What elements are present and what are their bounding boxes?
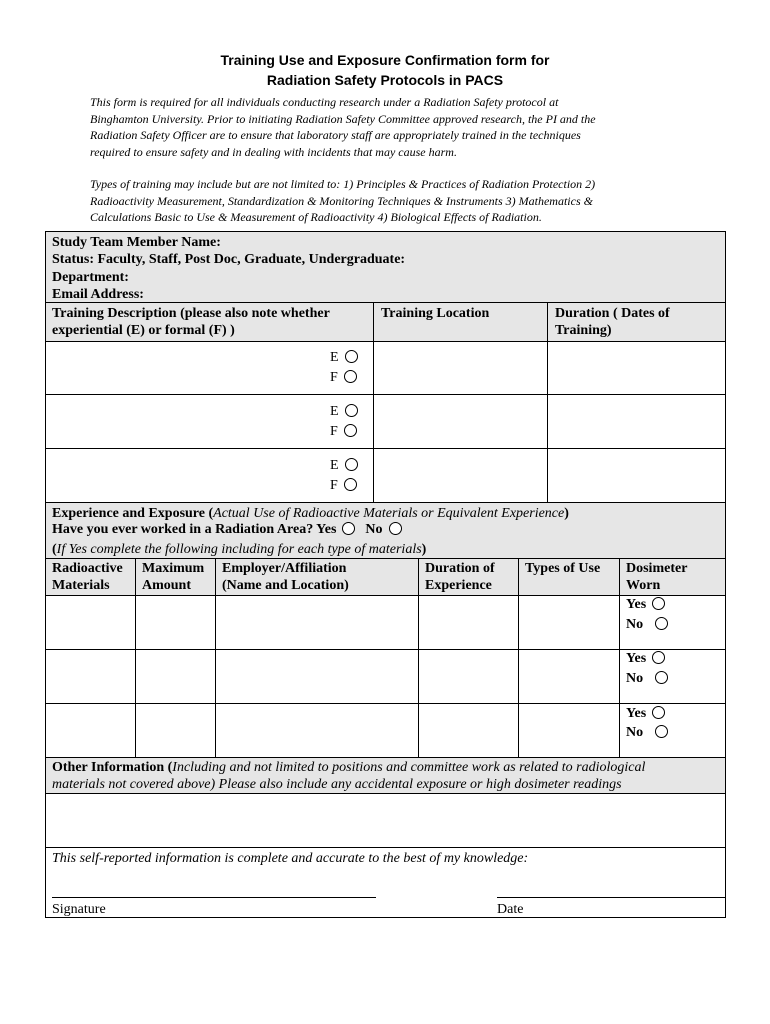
dosimeter-row-1-yes [626, 595, 665, 615]
intro-p1-line: This form is required for all individuals conducting research under a Radiation Safety protocol at [90, 95, 559, 109]
experience-heading-italic: Actual Use of Radioactive Materials or Equivalent Experience [213, 506, 565, 521]
option-label: F [330, 370, 338, 385]
experience-heading-bold: Experience and Exposure [52, 506, 205, 521]
training-description-header-line-2: experiential (E) or formal (F) ) [52, 323, 235, 338]
intro-p1-line: Binghamton University. Prior to initiating Radiation Safety Committee approved research, the PI and the [90, 111, 596, 126]
study-team-member-name-label: Study Team Member Name: [52, 235, 221, 250]
dosimeter-row-2-yes [626, 649, 665, 669]
divider [215, 558, 216, 758]
other-information-heading-line-2: materials not covered above) Please also include any accidental exposure or high dosimeter readings [52, 777, 622, 792]
no-label: No [365, 522, 383, 537]
duration-of-experience-header-line-2: Experience [425, 578, 492, 593]
paren: ) [564, 506, 569, 521]
dosimeter-row-1-no [626, 615, 668, 635]
training-row-1-option-f [330, 368, 357, 388]
date-label: Date [497, 902, 524, 917]
dosimeter-row-2-no [626, 669, 668, 689]
intro-p2-line: Calculations Basic to Use & Measurement of Radioactivity 4) Biological Effects of Radiation. [90, 210, 542, 224]
signature-label: Signature [52, 902, 106, 917]
types-of-use-header: Types of Use [525, 561, 601, 576]
training-row-3-option-e [330, 456, 358, 476]
form-title-line-2: Radiation Safety Protocols in PACS [266, 72, 504, 88]
training-entry-panel [45, 341, 726, 503]
divider [373, 302, 374, 503]
question-text: Have you ever worked in a Radiation Area? Yes [52, 522, 337, 537]
maximum-amount-header: Maximum [142, 561, 205, 576]
radiation-area-question [52, 520, 402, 540]
dosimeter-worn-header: Dosimeter [626, 561, 688, 576]
radio-f-row-2[interactable] [344, 424, 357, 437]
divider [619, 558, 620, 758]
radioactive-materials-header-line-2: Materials [52, 578, 110, 593]
radio-e-row-2[interactable] [345, 404, 358, 417]
divider [45, 558, 726, 559]
paren: ( [164, 760, 173, 775]
training-location-header: Training Location [381, 306, 490, 321]
radiation-area-no-radio[interactable] [389, 522, 402, 535]
intro-p2-line: Types of training may include but are not limited to: 1) Principles & Practices of Radiation Protection 2) [90, 177, 596, 191]
dosimeter-no-radio-row-1[interactable] [655, 617, 668, 630]
radio-e-row-3[interactable] [345, 458, 358, 471]
yes-label: Yes [626, 597, 647, 612]
paren: ( [204, 506, 214, 521]
radiation-area-yes-radio[interactable] [342, 522, 355, 535]
dosimeter-yes-radio-row-3[interactable] [652, 706, 665, 719]
paren: ) [421, 542, 427, 557]
option-label: F [330, 478, 338, 493]
dosimeter-row-3-no [626, 723, 668, 743]
experience-note [52, 541, 426, 558]
training-duration-header-line-2: Training) [555, 323, 612, 338]
dosimeter-worn-header-line-2: Worn [626, 578, 661, 593]
paren: ( [52, 542, 57, 557]
option-label: E [330, 350, 339, 365]
divider [45, 703, 726, 704]
intro-p1-line: required to ensure safety and in dealing with incidents that may cause harm. [90, 144, 457, 159]
dosimeter-row-3-yes [626, 704, 665, 724]
option-label: E [330, 404, 339, 419]
divider [45, 448, 726, 449]
yes-label: Yes [626, 651, 647, 666]
radio-f-row-1[interactable] [344, 370, 357, 383]
department-label: Department: [52, 270, 129, 285]
divider [45, 649, 726, 650]
no-label: No [626, 671, 644, 686]
dosimeter-no-radio-row-2[interactable] [655, 671, 668, 684]
radioactive-materials-header: Radioactive [52, 561, 123, 576]
other-information-heading [52, 759, 645, 776]
divider [45, 302, 726, 303]
intro-paragraph-2 [90, 176, 690, 226]
divider [418, 558, 419, 758]
email-address-label: Email Address: [52, 287, 144, 302]
no-label: No [626, 725, 644, 740]
no-label: No [626, 617, 644, 632]
other-information-italic: Including and not limited to positions and committee work as related to radiological [172, 760, 646, 775]
dosimeter-no-radio-row-3[interactable] [655, 725, 668, 738]
option-label: F [330, 424, 338, 439]
dosimeter-yes-radio-row-1[interactable] [652, 597, 665, 610]
training-row-2-option-e [330, 402, 358, 422]
employer-affiliation-header-line-2: (Name and Location) [222, 578, 349, 593]
experience-entry-panel [45, 595, 726, 758]
other-information-field[interactable] [45, 793, 726, 848]
status-label: Status: Faculty, Staff, Post Doc, Graduate, Undergraduate: [52, 252, 406, 267]
experience-note-italic: If Yes complete the following including for each type of materials [56, 542, 422, 557]
training-row-2-option-f [330, 422, 357, 442]
date-line[interactable] [497, 897, 725, 898]
divider [547, 302, 548, 503]
yes-label: Yes [626, 706, 647, 721]
signature-line[interactable] [52, 897, 376, 898]
intro-p1-line: Radiation Safety Officer are to ensure that laboratory staff are appropriately trained in the techniques [90, 128, 581, 142]
other-information-bold: Other Information [52, 760, 165, 775]
attestation-statement: This self-reported information is complete and accurate to the best of my knowledge: [52, 851, 529, 866]
intro-p2-line: Radioactivity Measurement, Standardization & Monitoring Techniques & Instruments 3) Mathematics & [90, 193, 593, 208]
training-row-3-option-f [330, 476, 357, 496]
training-duration-header: Duration ( Dates of [555, 306, 670, 321]
divider [518, 558, 519, 758]
form-title-line-1: Training Use and Exposure Confirmation form for [220, 52, 550, 68]
training-description-header: Training Description (please also note whether [52, 306, 330, 321]
divider [45, 394, 726, 395]
maximum-amount-header-line-2: Amount [142, 578, 192, 593]
training-row-1-option-e [330, 348, 358, 368]
option-label: E [330, 458, 339, 473]
radio-e-row-1[interactable] [345, 350, 358, 363]
dosimeter-yes-radio-row-2[interactable] [652, 651, 665, 664]
divider [135, 558, 136, 758]
radio-f-row-3[interactable] [344, 478, 357, 491]
duration-of-experience-header: Duration of [425, 561, 495, 576]
employer-affiliation-header: Employer/Affiliation [222, 561, 347, 576]
intro-paragraph-1 [90, 94, 690, 160]
